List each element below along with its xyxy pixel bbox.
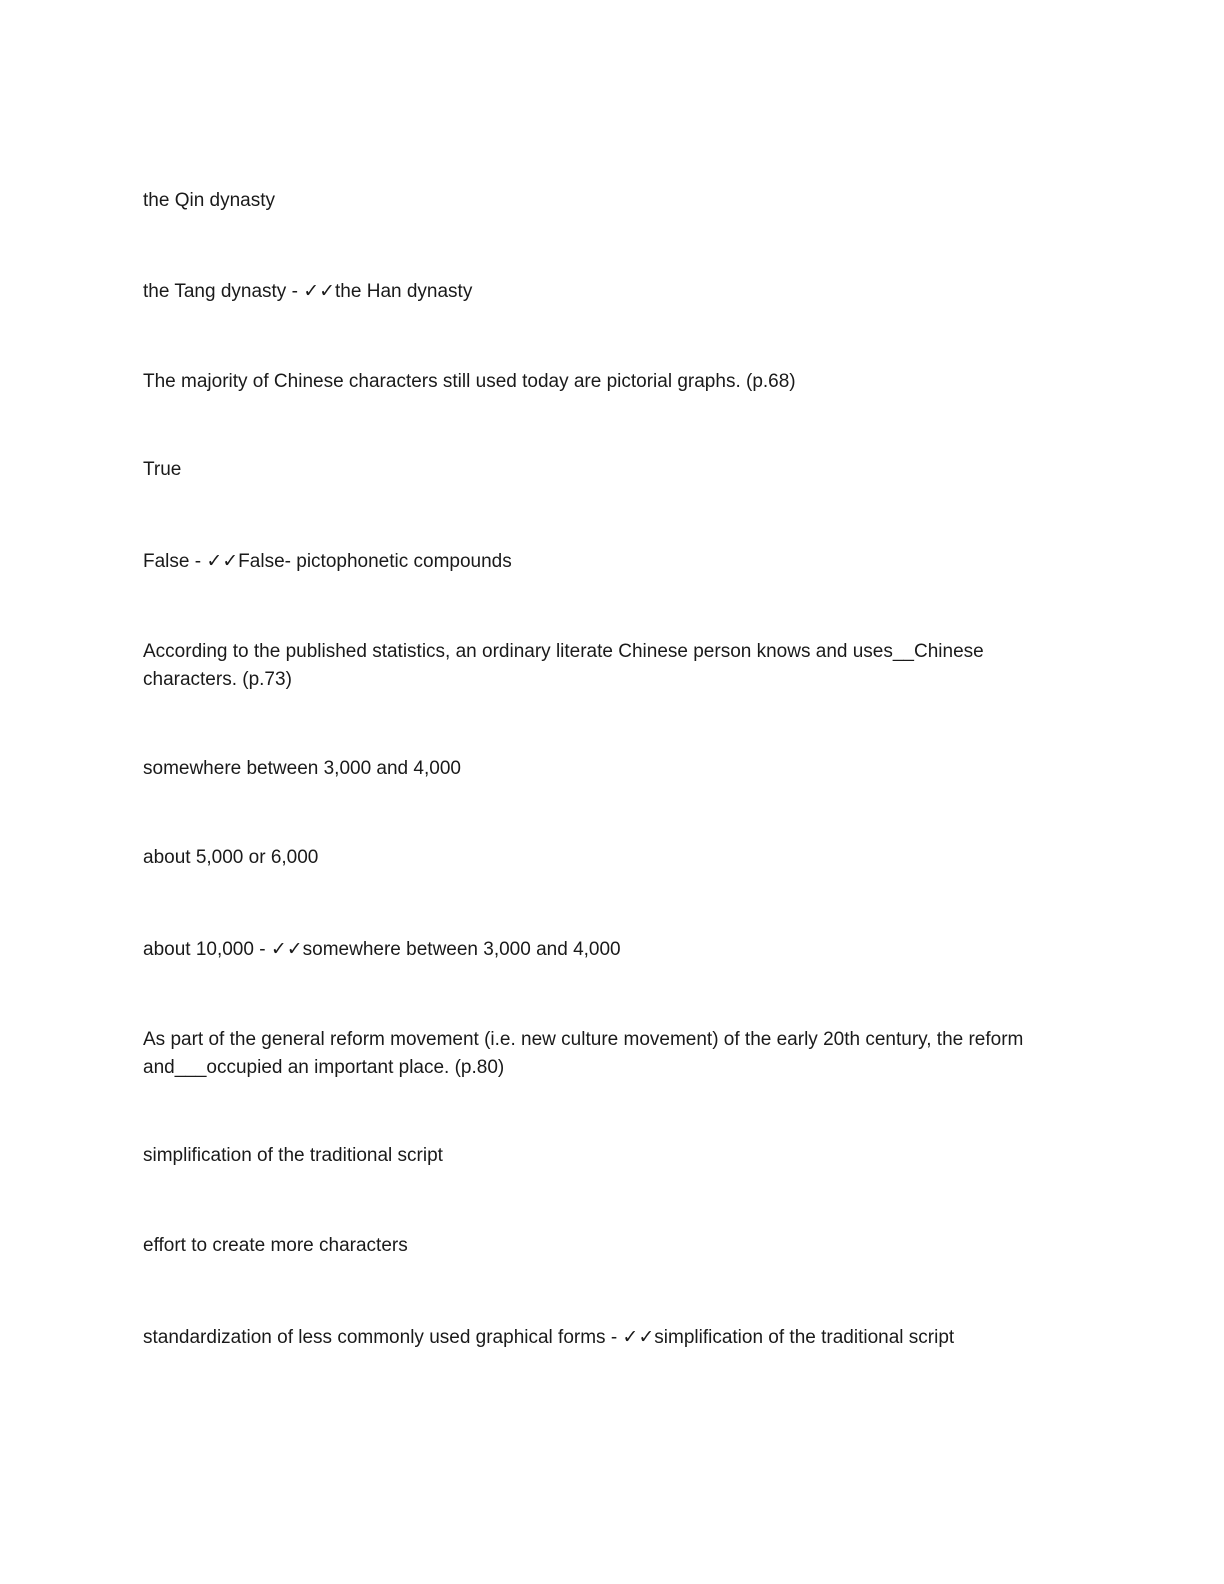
answer-option-true: True: [143, 459, 182, 480]
answer-option-10000-with-key: about 10,000 - ✓✓somewhere between 3,000 and 4,000: [143, 939, 621, 960]
question-pictorial-graphs: The majority of Chinese characters still used today are pictorial graphs. (p.68): [143, 371, 796, 392]
answer-option-simplification: simplification of the traditional script: [143, 1145, 443, 1166]
question-literate-character-count: According to the published statistics, an ordinary literate Chinese person knows and uses__Chinese characters. (p.73): [143, 641, 989, 690]
answer-option-standardization-with-key: standardization of less commonly used graphical forms - ✓✓simplification of the traditional script: [143, 1327, 955, 1348]
answer-option-create-characters: effort to create more characters: [143, 1235, 408, 1256]
answer-option-false-with-key: False - ✓✓False- pictophonetic compounds: [143, 551, 512, 572]
answer-option-5000-6000: about 5,000 or 6,000: [143, 847, 319, 868]
answer-option-qin: the Qin dynasty: [143, 190, 276, 211]
answer-option-tang-with-key: the Tang dynasty - ✓✓the Han dynasty: [143, 281, 473, 302]
question-reform-movement: As part of the general reform movement (i.e. new culture movement) of the early 20th century, the reform and___occupied an important place. (p.80): [143, 1029, 1029, 1078]
answer-option-3000-4000: somewhere between 3,000 and 4,000: [143, 758, 461, 779]
